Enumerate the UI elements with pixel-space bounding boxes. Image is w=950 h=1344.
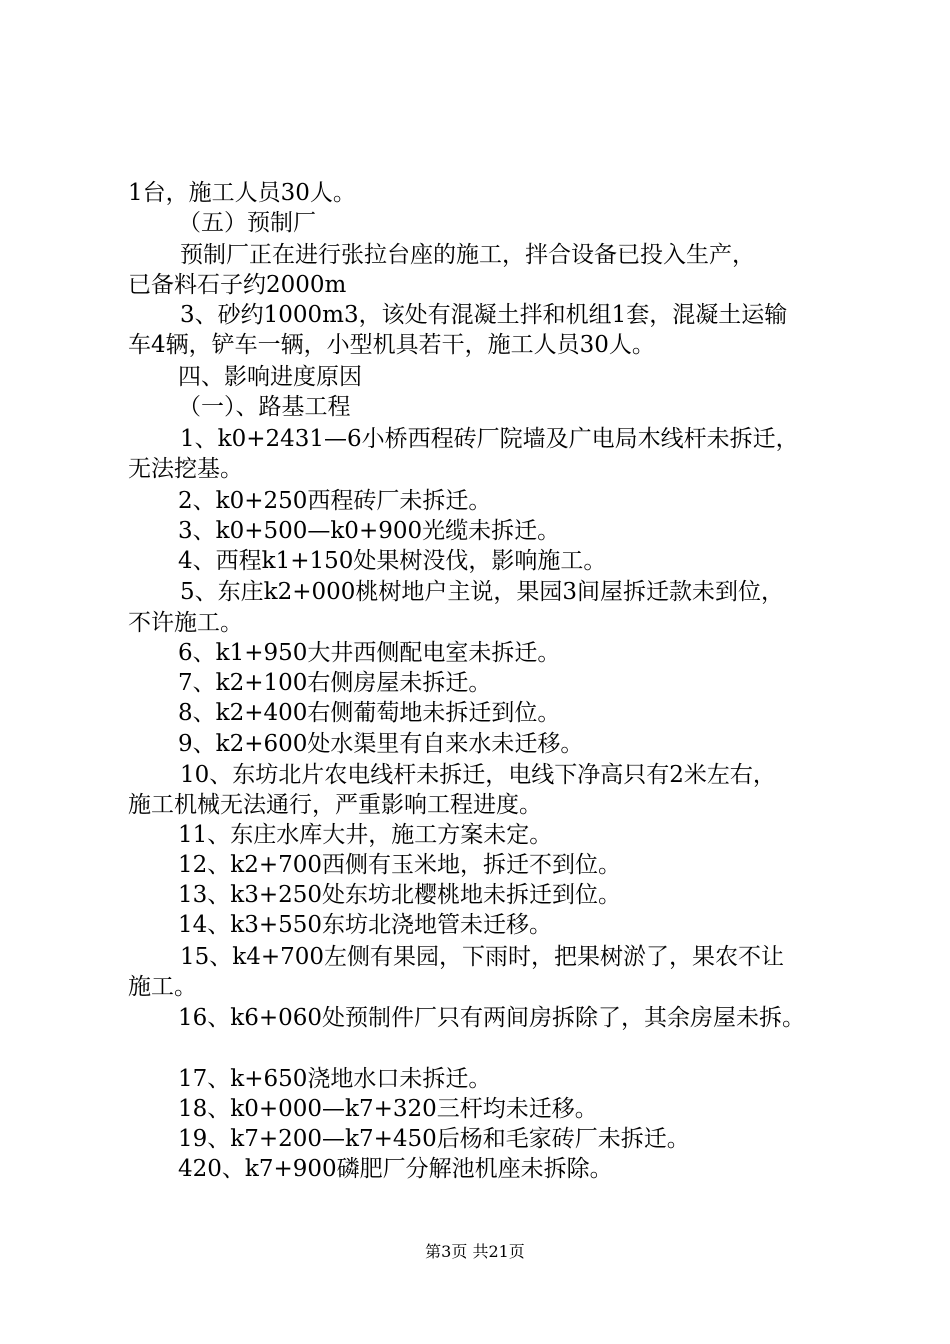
page-number-footer: 第3页 共21页 xyxy=(425,1242,525,1261)
list-item-8: 8、k2+400右侧葡萄地未拆迁到位。 xyxy=(178,700,561,726)
list-item-15: 15、k4+700左侧有果园，下雨时，把果树淤了，果农不让 xyxy=(180,944,785,970)
list-item-17: 17、k+650浇地水口未拆迁。 xyxy=(178,1066,492,1092)
list-item-6: 6、k1+950大井西侧配电室未拆迁。 xyxy=(178,640,561,666)
section-heading-roadbed: （一）、路基工程 xyxy=(178,394,351,420)
section-heading-prefab-plant: （五）预制厂 xyxy=(178,210,316,236)
list-item-5-cont: 不许施工。 xyxy=(128,610,243,636)
list-item-15-cont: 施工。 xyxy=(128,974,197,1000)
list-item-1-cont: 无法挖基。 xyxy=(128,456,243,482)
list-item-11: 11、东庄水库大井，施工方案未定。 xyxy=(178,822,553,848)
list-item-12: 12、k2+700西侧有玉米地，拆迁不到位。 xyxy=(178,852,622,878)
section-heading-delay-reasons: 四、影响进度原因 xyxy=(178,364,362,390)
list-item-5: 5、东庄k2+000桃树地户主说，果园3间屋拆迁款未到位， xyxy=(180,579,785,605)
list-item-1: 1、k0+2431—6小桥西程砖厂院墙及广电局木线杆未拆迁， xyxy=(180,426,799,452)
text-line-4: 已备料石子约2000m xyxy=(128,272,347,298)
list-item-10-cont: 施工机械无法通行，严重影响工程进度。 xyxy=(128,792,542,818)
list-item-10: 10、东坊北片农电线杆未拆迁，电线下净高只有2米左右， xyxy=(180,762,776,788)
text-line-1: 1台，施工人员30人。 xyxy=(128,180,356,206)
list-item-2: 2、k0+250西程砖厂未拆迁。 xyxy=(178,488,492,514)
list-item-14: 14、k3+550东坊北浇地管未迁移。 xyxy=(178,912,553,938)
list-item-7: 7、k2+100右侧房屋未拆迁。 xyxy=(178,670,492,696)
list-item-9: 9、k2+600处水渠里有自来水未迁移。 xyxy=(178,731,584,757)
text-line-3: 预制厂正在进行张拉台座的施工，拌合设备已投入生产， xyxy=(180,242,755,268)
list-item-20: 420、k7+900磷肥厂分解池机座未拆除。 xyxy=(178,1156,613,1182)
text-line-6: 车4辆，铲车一辆，小型机具若干，施工人员30人。 xyxy=(128,332,655,358)
text-line-5: 3、砂约1000m3，该处有混凝土拌和机组1套，混凝土运输 xyxy=(180,302,788,328)
list-item-3: 3、k0+500—k0+900光缆未拆迁。 xyxy=(178,518,561,544)
list-item-4: 4、西程k1+150处果树没伐，影响施工。 xyxy=(178,548,607,574)
list-item-16: 16、k6+060处预制件厂只有两间房拆除了，其余房屋未拆。 xyxy=(178,1005,806,1031)
list-item-13: 13、k3+250处东坊北樱桃地未拆迁到位。 xyxy=(178,882,622,908)
list-item-18: 18、k0+000—k7+320三杆均未迁移。 xyxy=(178,1096,598,1122)
list-item-19: 19、k7+200—k7+450后杨和毛家砖厂未拆迁。 xyxy=(178,1126,690,1152)
